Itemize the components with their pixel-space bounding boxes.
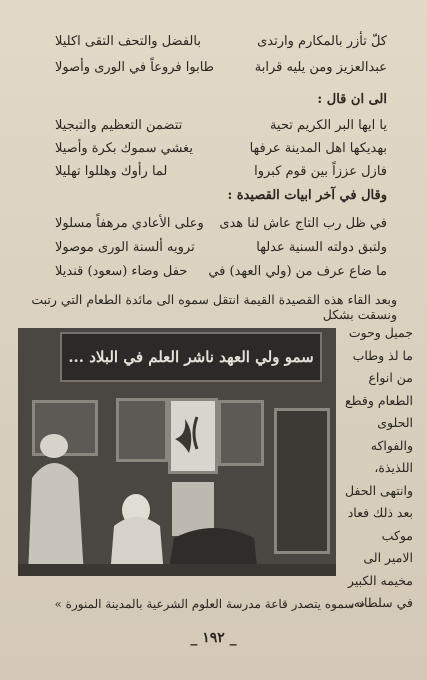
poem2-line2-left: يغشي سموك بكرة وأصيلا: [55, 141, 193, 156]
poem1-line1-right: كلّ تأزر بالمكارم وارتدى: [257, 34, 387, 49]
side-text-line: اللذيذة،: [374, 460, 413, 475]
side-text-line: مخيمه الكبير: [347, 572, 413, 588]
poem3-line3-right: ما ضاع عرف من (ولي العهد) في: [208, 264, 387, 279]
page-number: _ ١٩٢ _: [190, 630, 237, 646]
poem3-line3-left: حفل وضاء (سعود) قنديلا: [55, 264, 188, 279]
side-text-line: والفواكه: [370, 437, 413, 453]
side-text-line: جميل وحوت: [348, 325, 413, 340]
side-text-line: وانتهى الحفل: [344, 482, 413, 498]
poem1-line2-left: طابوا فروعاً في الورى وأصولا: [55, 60, 215, 75]
side-text-line: في سلطانه.: [349, 595, 413, 610]
side-text-line: الحلوى: [377, 415, 413, 430]
side-text-column: [341, 322, 413, 615]
poem2-line3-right: فازل عززاً بين قوم كبروا: [254, 164, 387, 179]
photo-banner-sign: سمو ولي العهد ناشر العلم في البلاد ...: [60, 332, 322, 382]
side-text-line: من انواع: [368, 370, 413, 385]
poem2-line3-left: لما رأوك وهللوا تهليلا: [55, 164, 168, 179]
photo-caption: « سموه يتصدر قاعة مدرسة العلوم الشرعية بالمدينة المنورة »: [54, 597, 366, 611]
poem3-line1-left: وعلى الأعادي مرهفاً مسلولا: [55, 216, 204, 231]
photo-figures: [18, 328, 336, 576]
poem1-line2-right: عبدالعزيز ومن يليه قرابة: [254, 60, 387, 75]
poem2-line1-right: يا ايها البر الكريم تحية: [269, 118, 387, 133]
poem3-line2-right: ولتبق دولته السنية عدلها: [256, 240, 387, 255]
poem2-line2-right: بهديكها اهل المدينة عرفها: [249, 141, 387, 156]
side-text-line: ما لذ وطاب: [352, 347, 413, 363]
historical-photo: [18, 328, 336, 576]
poem1-line1-left: بالفضل والتحف التقى اكليلا: [55, 34, 201, 49]
side-text-line: بعد ذلك فعاد: [347, 505, 413, 520]
intro-heading-1: الى ان قال :: [317, 92, 387, 107]
poem3-line2-left: ترويه ألسنة الورى موصولا: [55, 240, 195, 255]
intro-heading-2: وقال في آخر ابيات القصيدة :: [227, 188, 387, 203]
prose-paragraph-top: وبعد القاء هذه القصيدة القيمة انتقل سموه الى مائدة الطعام التي رتبت ونسقت بشكل: [31, 292, 397, 322]
poem2-line1-left: تتضمن التعظيم والتبجيلا: [55, 118, 183, 133]
poem3-line1-right: في ظل رب التاج عاش لنا هدى: [219, 216, 387, 231]
side-text-line: الطعام وقطع: [344, 392, 413, 408]
side-text-line: الامير الى: [363, 550, 413, 565]
side-text-line: موكب: [381, 527, 413, 543]
